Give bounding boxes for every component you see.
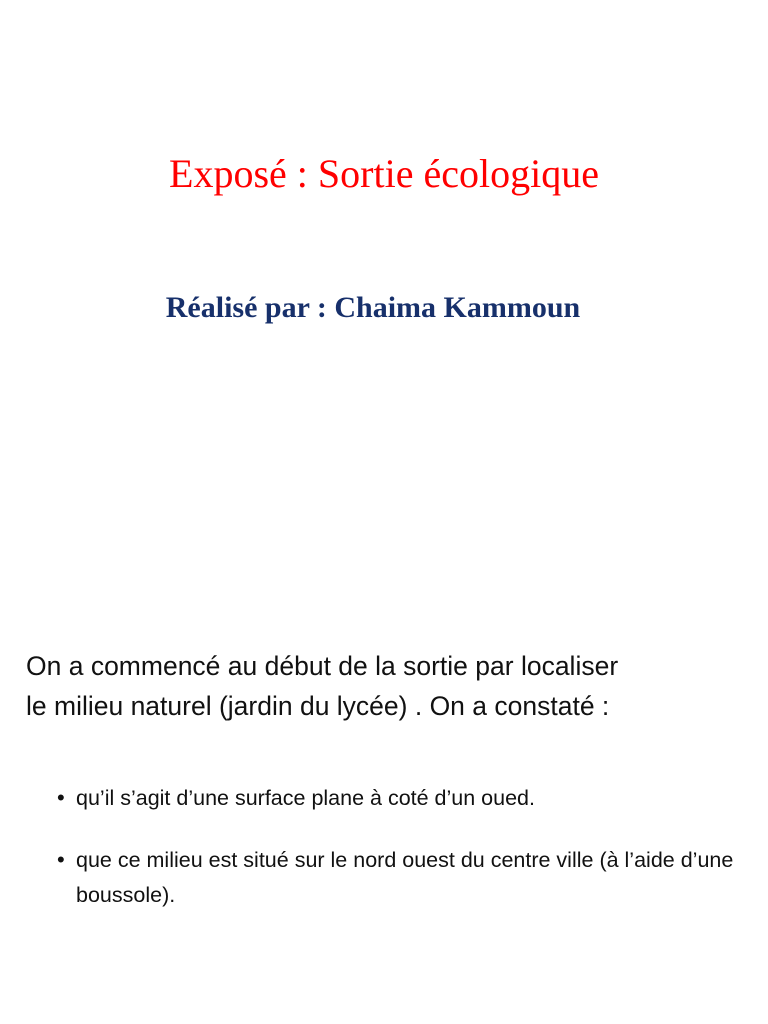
bullet-text: que ce milieu est situé sur le nord ouest du centre ville (à l’aide d’une boussole). xyxy=(76,848,734,907)
bullet-list xyxy=(56,781,736,913)
intro-line-2: le milieu naturel (jardin du lycée) . On a constaté : xyxy=(26,691,610,721)
bullet-text: qu’il s’agit d’une surface plane à coté d’un oued. xyxy=(76,786,535,810)
intro-paragraph xyxy=(26,646,756,726)
slide-title: Exposé : Sortie écologique xyxy=(169,151,599,196)
bullet-dot-icon: • xyxy=(57,847,65,872)
author-line: Réalisé par : Chaima Kammoun xyxy=(165,291,581,324)
intro-line-1: On a commencé au début de la sortie par localiser xyxy=(26,651,619,681)
bullet-item xyxy=(56,781,736,816)
bullet-dot-icon: • xyxy=(57,785,65,810)
bullet-item xyxy=(56,843,736,913)
